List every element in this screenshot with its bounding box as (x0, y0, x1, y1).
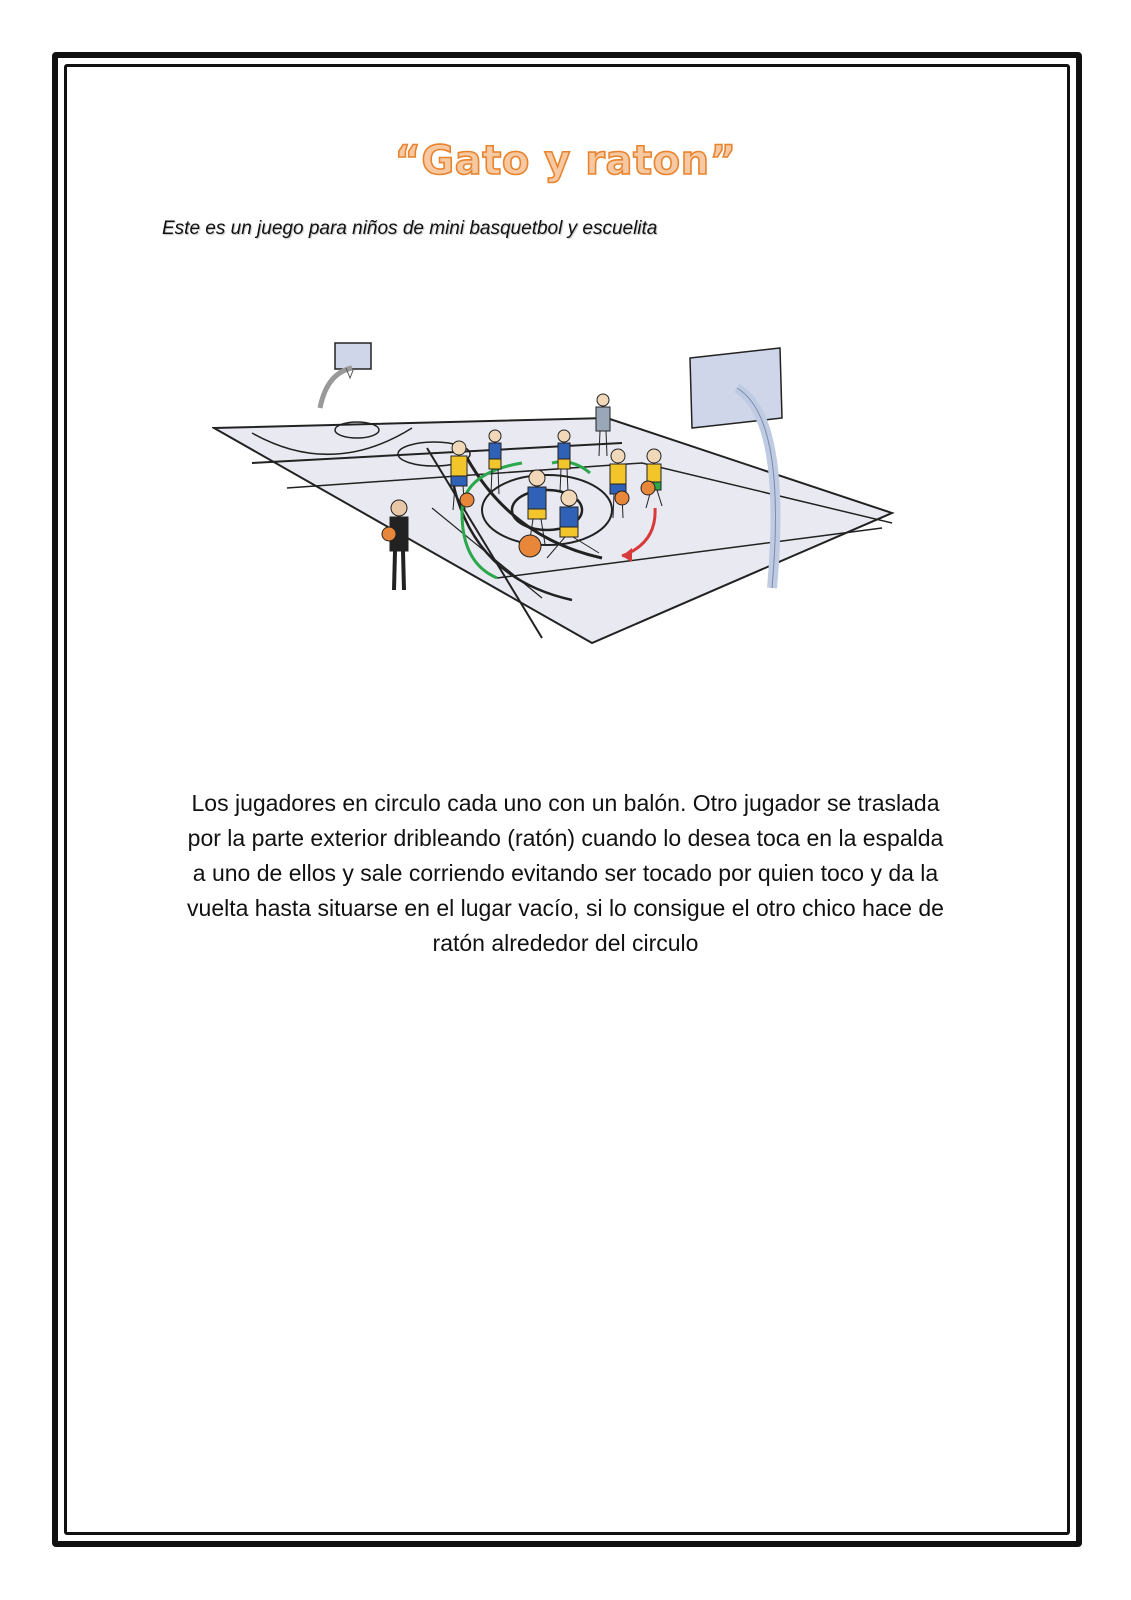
basketball-court-illustration (212, 338, 912, 678)
description-line: vuelta hasta situarse en el lugar vacío, si lo consigue el otro chico hace de (187, 895, 944, 921)
game-description (130, 786, 1001, 961)
right-backboard (690, 348, 782, 428)
coach-figure (390, 500, 408, 590)
left-backboard (335, 343, 371, 369)
description-line: por la parte exterior dribleando (ratón) cuando lo desea toca en la espalda (187, 825, 944, 851)
description-line: Los jugadores en circulo cada uno con un balón. Otro jugador se traslada (191, 790, 940, 816)
description-line: ratón alrededor del circulo (432, 930, 699, 956)
page-title: “Gato y raton” (394, 138, 737, 184)
description-line: a uno de ellos y sale corriendo evitando ser tocado por quien toco y da la (192, 860, 939, 886)
page-subtitle: Este es un juego para niños de mini basquetbol y escuelita (162, 218, 658, 239)
